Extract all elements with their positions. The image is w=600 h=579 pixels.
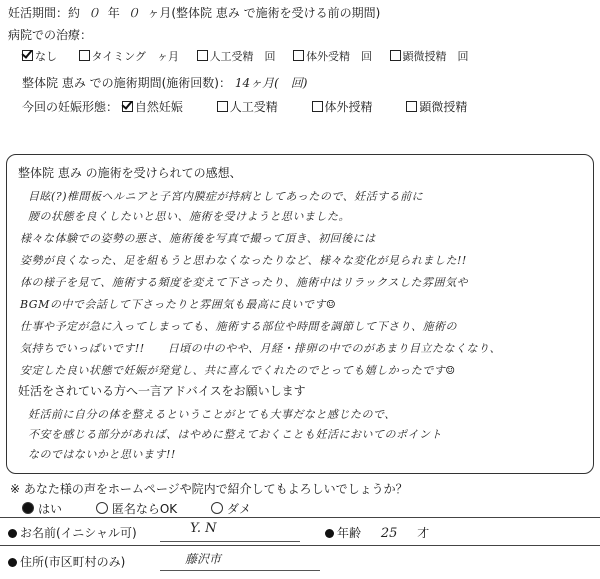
checkbox-icon[interactable]	[312, 101, 323, 112]
treatment-option-label: なし	[35, 50, 57, 63]
impressions-line: BGMの中で会話して下さったりと雰囲気も最高に良いです☺	[20, 298, 337, 311]
checkbox-icon[interactable]	[197, 50, 208, 61]
impressions-heading: 整体院 恵み の施術を受けられての感想、	[18, 166, 242, 180]
clinic-treatment-period-value: 14ヶ月( 回)	[234, 76, 308, 90]
divider	[0, 517, 600, 518]
treatment-option-label: 顕微授精 回	[402, 50, 469, 63]
impressions-line: 姿勢が良くなった、足を組もうと思わなくなったりなど、様々な変化が見られました!!	[20, 254, 467, 267]
consent-option-label: 匿名ならOK	[111, 502, 178, 516]
pregnancy-type-artificial[interactable]	[217, 100, 278, 114]
hospital-treatment-label: 病院での治療：	[8, 28, 93, 42]
treatment-option-label: 体外受精 回	[306, 50, 373, 63]
advice-heading: 妊活をされている方へ一言アドバイスをお願いします	[18, 384, 306, 398]
checkbox-icon[interactable]	[217, 101, 228, 112]
impressions-line: 安定した良い状態で妊娠が発覚し、共に喜んでくれたのでとっても嬉しかったです☺	[20, 364, 456, 377]
age-value: 25	[380, 526, 398, 541]
pregnancy-type-option-label: 顕微授精	[419, 100, 468, 114]
impressions-line: 仕事や予定が急に入ってしまっても、施術する部位や時間を調節して下さり、施術の	[20, 320, 457, 333]
treatment-option-timing[interactable]	[79, 50, 180, 63]
advice-line: 妊活前に自分の体を整えるということがとても大事だなと感じたので、	[28, 408, 396, 421]
clinic-treatment-period-label: 整体院 恵み での施術期間(施術回数)：	[22, 76, 231, 90]
pregnancy-type-row	[22, 98, 467, 115]
treatment-option-none[interactable]	[22, 50, 57, 63]
age-unit: 才	[417, 526, 430, 540]
advice-line: 不安を感じる部分があれば、はやめに整えておくことも妊活においてのポイント	[28, 428, 442, 441]
consent-option-label: ダメ	[227, 502, 252, 516]
name-label: お名前(イニシャル可)	[20, 526, 137, 540]
bullet-icon	[325, 529, 334, 538]
address-row	[8, 553, 125, 570]
name-value: Y. N	[190, 521, 217, 536]
pregnancy-period-months: ０	[127, 6, 140, 20]
checkbox-icon[interactable]	[79, 50, 90, 61]
treatment-option-label: タイミング ヶ月	[91, 50, 180, 63]
hospital-treatment-options	[22, 48, 469, 64]
impressions-line: 体の様子を見て、施術する頻度を変えて下さったり、施術中はリラックスした雰囲気や	[20, 276, 468, 289]
pregnancy-period-label: 妊活期間：約	[8, 6, 81, 20]
clinic-treatment-period-row	[22, 74, 307, 91]
consent-option-label: はい	[38, 502, 63, 516]
checkbox-icon[interactable]	[406, 101, 417, 112]
consent-option-yes[interactable]	[22, 502, 62, 516]
address-value: 藤沢市	[185, 552, 222, 566]
bullet-icon	[8, 529, 17, 538]
impressions-line: 腰の状態を良くしたいと思い、施術を受けようと思いました。	[28, 210, 350, 223]
pregnancy-type-option-label: 自然妊娠	[134, 100, 183, 114]
address-label: 住所(市区町村のみ)	[20, 555, 126, 569]
pregnancy-period-years-unit: 年	[107, 6, 120, 20]
name-underline	[160, 541, 300, 542]
treatment-option-icsi[interactable]	[390, 50, 469, 63]
impressions-line: 気持ちでいっぱいです!! 日頃の中のやや、月経・排卵の中でのがあまり目立たなくなり、	[20, 342, 502, 355]
checkbox-icon[interactable]	[122, 101, 133, 112]
consent-options	[22, 500, 251, 517]
pregnancy-type-label: 今回の妊娠形態：	[22, 100, 119, 114]
pregnancy-period-row	[8, 4, 380, 21]
age-row	[325, 524, 429, 541]
consent-question: ※ あなた様の声をホームページや院内で紹介してもよろしいでしょうか？	[10, 482, 408, 496]
address-underline	[160, 570, 320, 571]
pregnancy-type-option-label: 体外授精	[324, 100, 373, 114]
checkbox-icon[interactable]	[293, 50, 304, 61]
consent-option-anonymous[interactable]	[96, 502, 177, 516]
radio-selected-icon[interactable]	[22, 502, 34, 514]
treatment-option-label: 人工受精 回	[209, 50, 276, 63]
pregnancy-type-option-label: 人工受精	[229, 100, 278, 114]
age-label: 年齢	[337, 526, 362, 540]
impressions-line: 様々な体験での姿勢の悪さ、施術後を写真で撮って頂き、初回後には	[20, 232, 376, 245]
pregnancy-type-ivf[interactable]	[312, 100, 373, 114]
radio-icon[interactable]	[211, 502, 223, 514]
name-row	[8, 524, 137, 541]
pregnancy-type-natural[interactable]	[122, 100, 183, 114]
checkbox-icon[interactable]	[390, 50, 401, 61]
impressions-line: 目眩(?)椎間板ヘルニアと子宮内膜症が持病としてあったので、妊活する前に	[28, 190, 424, 203]
treatment-option-artificial[interactable]	[197, 50, 276, 63]
treatment-option-ivf[interactable]	[293, 50, 372, 63]
advice-line: なのではないかと思います!!	[28, 448, 176, 461]
bullet-icon	[8, 558, 17, 567]
pregnancy-type-icsi[interactable]	[406, 100, 467, 114]
divider	[0, 545, 600, 546]
pregnancy-period-months-unit: ヶ月(整体院 恵み で施術を受ける前の期間)	[147, 6, 381, 20]
pregnancy-period-years: ０	[87, 6, 100, 20]
checkbox-icon[interactable]	[22, 50, 33, 61]
consent-option-no[interactable]	[211, 502, 251, 516]
radio-icon[interactable]	[96, 502, 108, 514]
